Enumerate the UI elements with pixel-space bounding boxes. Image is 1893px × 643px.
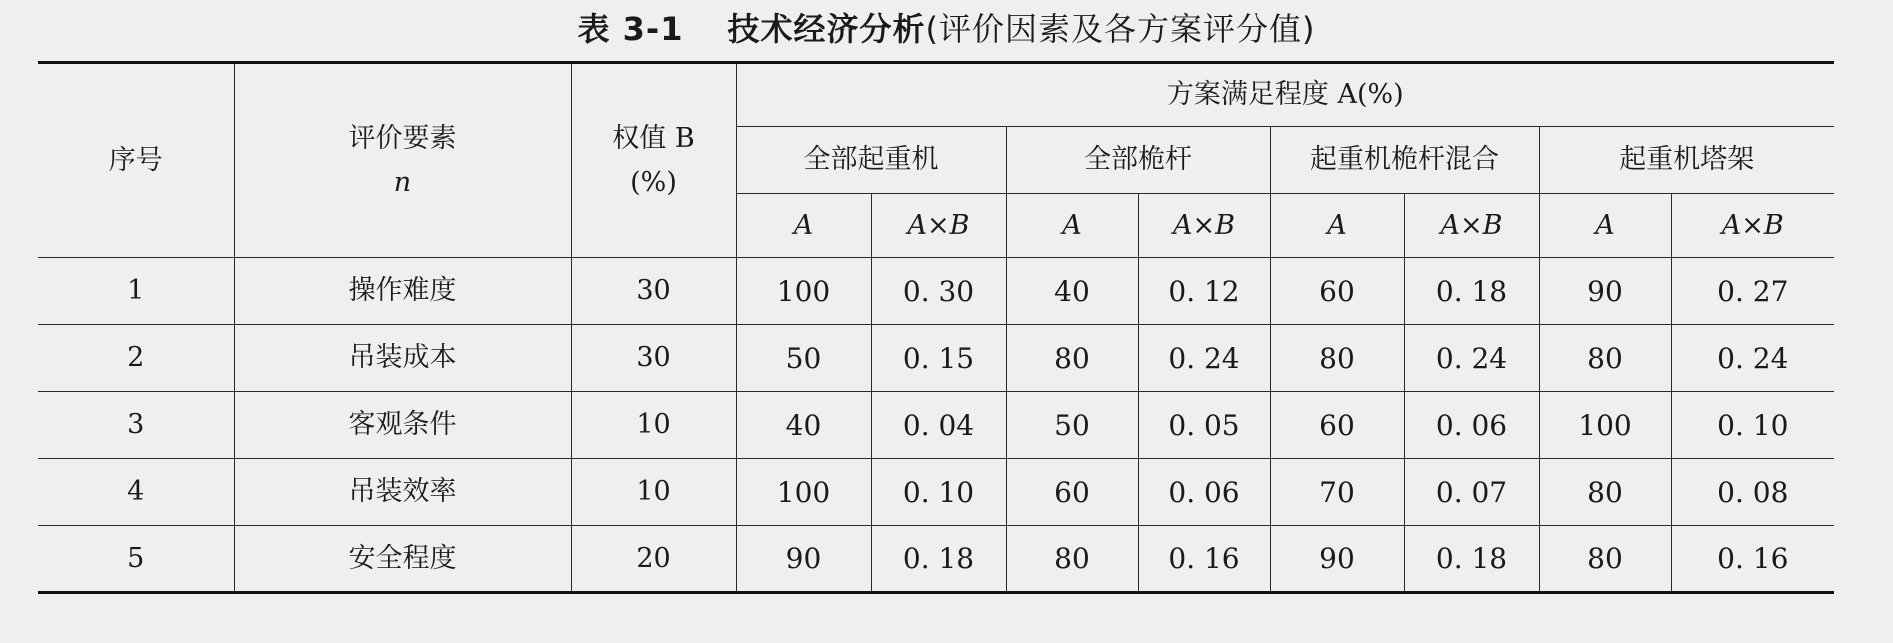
header-sub-a: A [1270, 194, 1404, 258]
row-factor: 客观条件 [234, 392, 571, 459]
technical-economic-table [38, 61, 1834, 594]
cell-ab: 0. 27 [1671, 258, 1834, 325]
row-weight: 30 [571, 325, 736, 392]
table-caption [0, 4, 1893, 50]
row-factor: 吊装成本 [234, 325, 571, 392]
table-row [38, 392, 1834, 459]
cell-ab: 0. 18 [871, 526, 1006, 593]
cell-a: 90 [736, 526, 871, 593]
row-weight: 10 [571, 459, 736, 526]
cell-a: 100 [736, 459, 871, 526]
header-scheme-1: 全部起重机 [736, 127, 1006, 194]
header-weight [571, 63, 736, 258]
cell-a: 100 [736, 258, 871, 325]
cell-a: 80 [1539, 325, 1671, 392]
cell-a: 40 [1006, 258, 1138, 325]
header-sub-ab: A×B [871, 194, 1006, 258]
row-weight: 10 [571, 392, 736, 459]
cell-ab: 0. 18 [1404, 526, 1539, 593]
cell-a: 60 [1270, 258, 1404, 325]
row-seq: 1 [38, 258, 234, 325]
cell-a: 60 [1006, 459, 1138, 526]
header-row-1 [38, 63, 1834, 127]
header-factor-symbol: n [393, 166, 412, 198]
cell-ab: 0. 24 [1404, 325, 1539, 392]
cell-a: 80 [1006, 325, 1138, 392]
row-seq: 2 [38, 325, 234, 392]
cell-a: 100 [1539, 392, 1671, 459]
cell-ab: 0. 04 [871, 392, 1006, 459]
cell-a: 80 [1539, 526, 1671, 593]
cell-a: 90 [1539, 258, 1671, 325]
cell-a: 60 [1270, 392, 1404, 459]
cell-a: 80 [1006, 526, 1138, 593]
row-factor: 吊装效率 [234, 459, 571, 526]
table-row [38, 526, 1834, 593]
cell-ab: 0. 24 [1138, 325, 1270, 392]
header-sub-ab: A×B [1404, 194, 1539, 258]
header-scheme-3: 起重机桅杆混合 [1270, 127, 1539, 194]
row-seq: 5 [38, 526, 234, 593]
header-sub-a: A [1006, 194, 1138, 258]
header-sub-a: A [736, 194, 871, 258]
header-scheme-2: 全部桅杆 [1006, 127, 1270, 194]
cell-ab: 0. 06 [1138, 459, 1270, 526]
cell-ab: 0. 12 [1138, 258, 1270, 325]
header-satisfaction: 方案满足程度 A(%) [736, 63, 1834, 127]
cell-ab: 0. 10 [871, 459, 1006, 526]
header-weight-unit: (%) [630, 166, 677, 198]
cell-ab: 0. 06 [1404, 392, 1539, 459]
cell-a: 80 [1270, 325, 1404, 392]
cell-a: 70 [1270, 459, 1404, 526]
cell-a: 90 [1270, 526, 1404, 593]
cell-ab: 0. 05 [1138, 392, 1270, 459]
row-seq: 3 [38, 392, 234, 459]
cell-ab: 0. 07 [1404, 459, 1539, 526]
row-weight: 20 [571, 526, 736, 593]
header-scheme-4: 起重机塔架 [1539, 127, 1834, 194]
cell-ab: 0. 10 [1671, 392, 1834, 459]
cell-ab: 0. 24 [1671, 325, 1834, 392]
cell-ab: 0. 30 [871, 258, 1006, 325]
cell-ab: 0. 08 [1671, 459, 1834, 526]
table-number: 表 3-1 [577, 10, 684, 48]
table-row [38, 258, 1834, 325]
row-factor: 操作难度 [234, 258, 571, 325]
header-sub-a: A [1539, 194, 1671, 258]
table-title: 技术经济分析 [727, 10, 926, 48]
header-sub-ab: A×B [1671, 194, 1834, 258]
cell-ab: 0. 18 [1404, 258, 1539, 325]
header-weight-label: 权值 B [612, 122, 695, 154]
header-seq: 序号 [38, 63, 234, 258]
cell-ab: 0. 15 [871, 325, 1006, 392]
cell-ab: 0. 16 [1138, 526, 1270, 593]
row-weight: 30 [571, 258, 736, 325]
cell-a: 50 [1006, 392, 1138, 459]
table-subtitle: (评价因素及各方案评分值) [925, 10, 1316, 48]
cell-a: 50 [736, 325, 871, 392]
header-factor [234, 63, 571, 258]
cell-a: 80 [1539, 459, 1671, 526]
cell-a: 40 [736, 392, 871, 459]
table-row [38, 459, 1834, 526]
row-seq: 4 [38, 459, 234, 526]
header-sub-ab: A×B [1138, 194, 1270, 258]
header-factor-label: 评价要素 [348, 122, 457, 154]
table-row [38, 325, 1834, 392]
row-factor: 安全程度 [234, 526, 571, 593]
cell-ab: 0. 16 [1671, 526, 1834, 593]
